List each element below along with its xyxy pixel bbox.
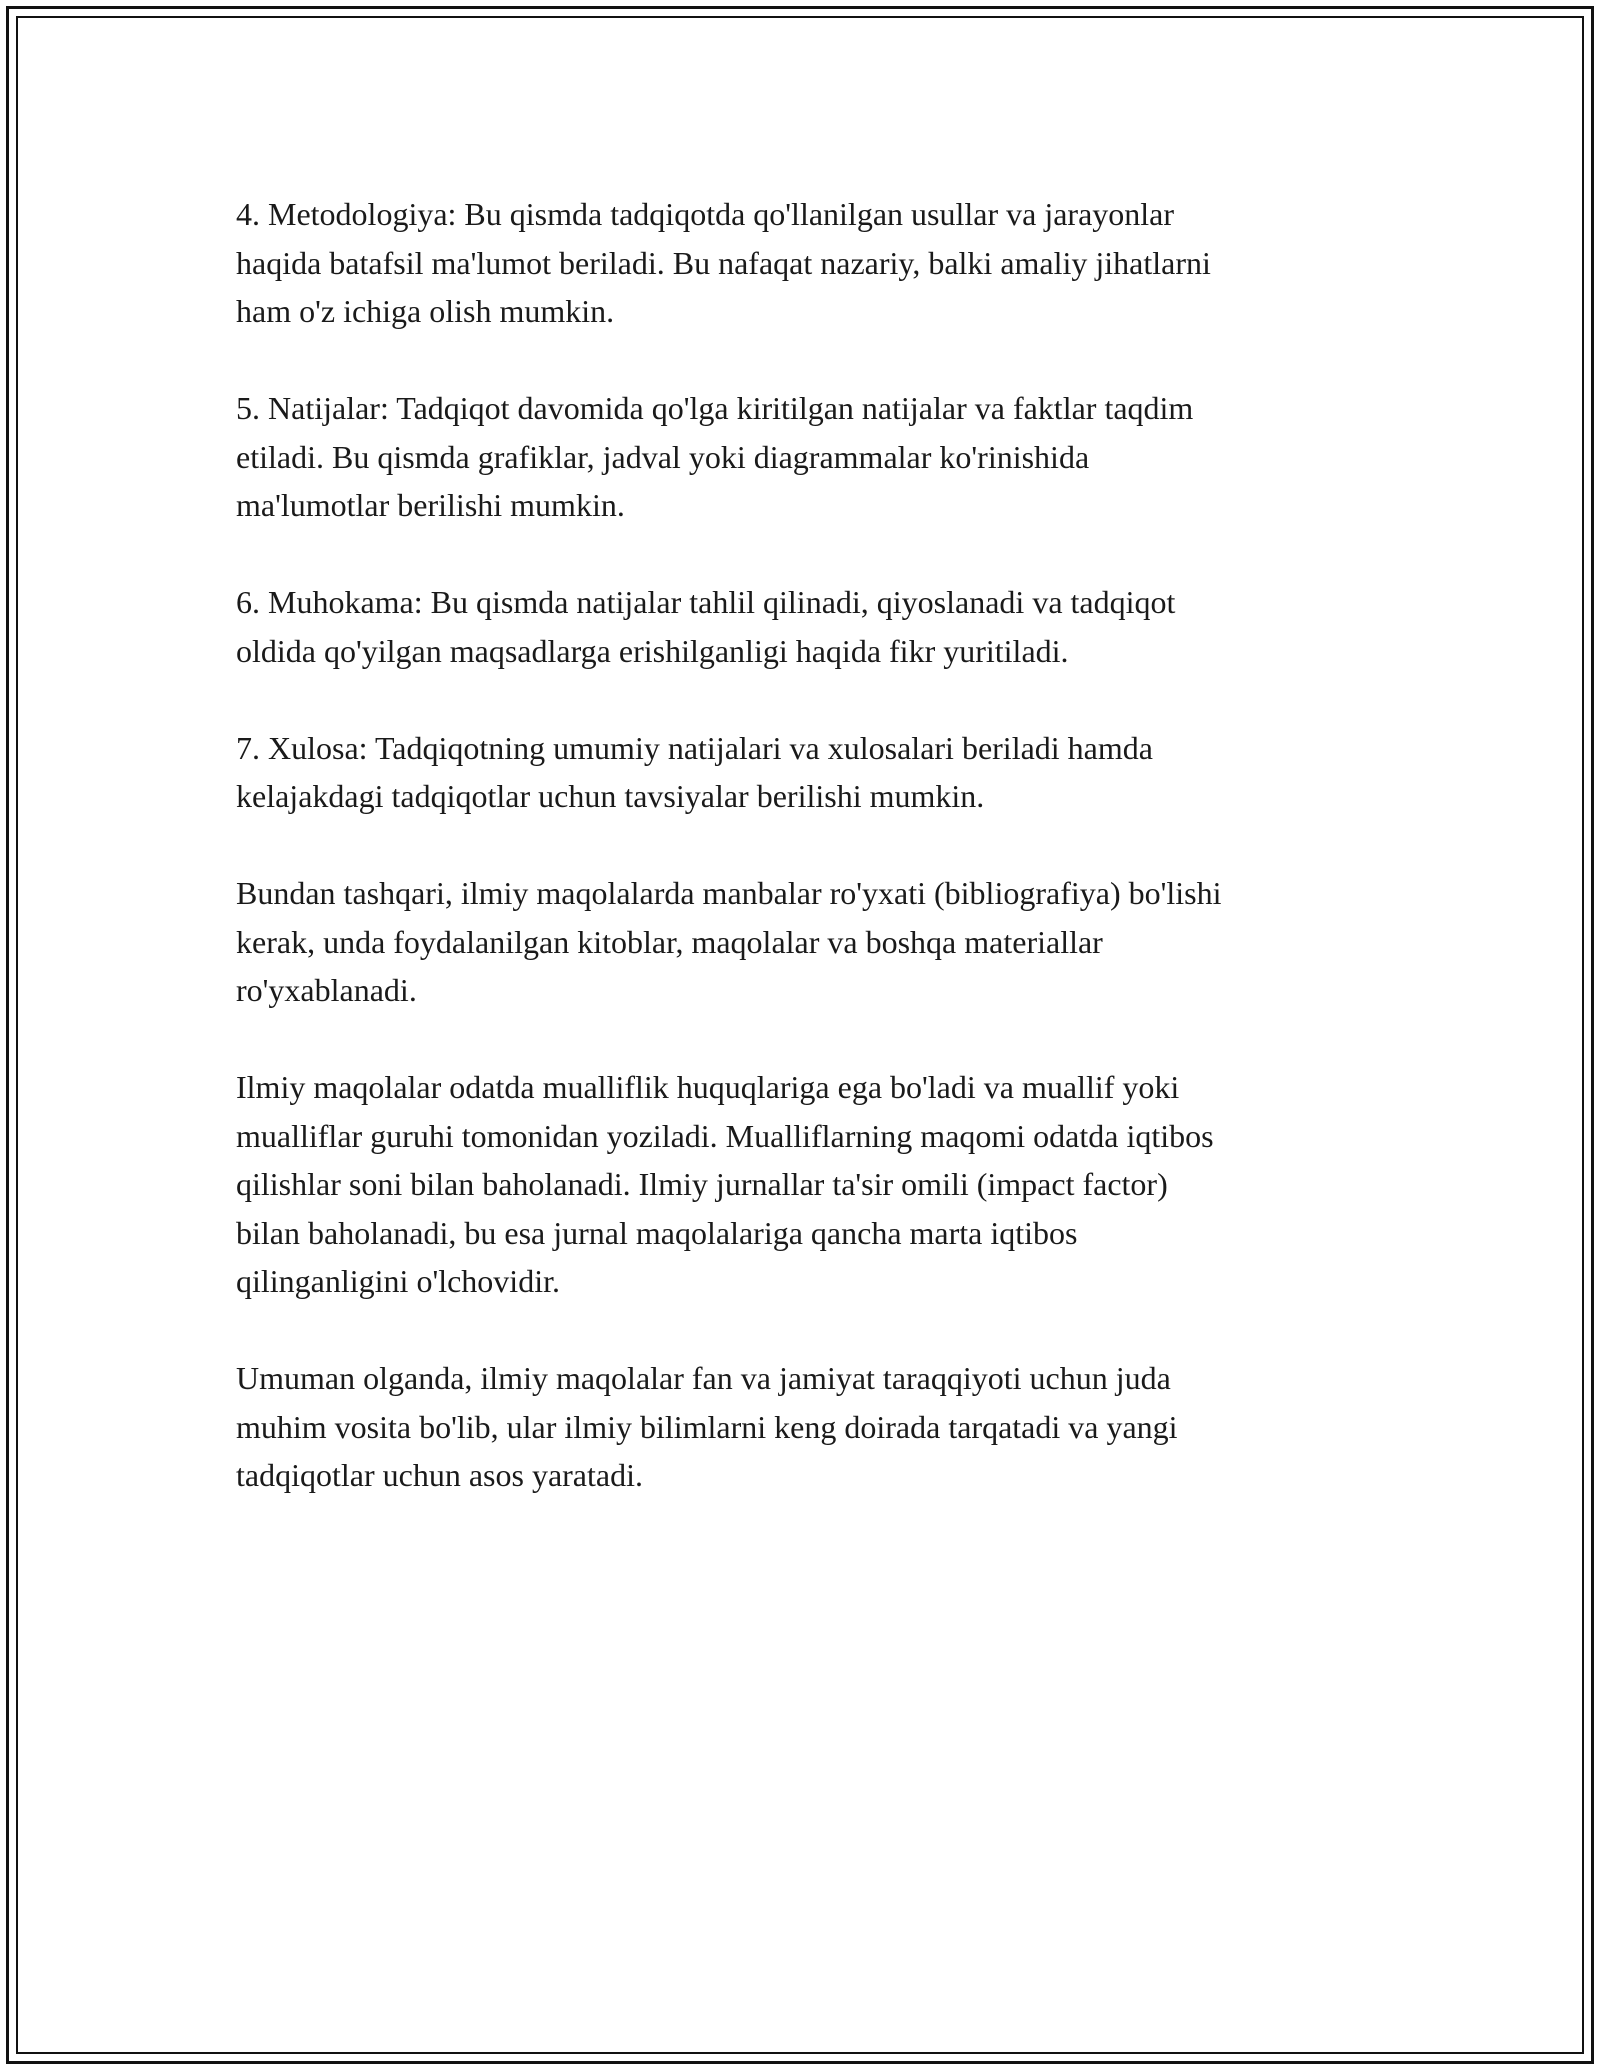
paragraph-bibliografiya: Bundan tashqari, ilmiy maqolalarda manbalar ro'yxati (bibliografiya) bo'lishi kerak, unda foydalanilgan kitoblar, maqolalar va boshqa materiallar ro'yxablanadi. — [236, 875, 1222, 1008]
paragraph-mualliflik: Ilmiy maqolalar odatda mualliflik huquqlariga ega bo'ladi va muallif yoki mualliflar guruhi tomonidan yoziladi. Mualliflarning maqomi odatda iqtibos qilishlar soni bilan baholanadi. Ilmiy jurnallar ta'sir omili (impact factor) bilan baholanadi, bu esa jurnal maqolalariga qancha marta iqtibos qilinganligini o'lchovidir. — [236, 1069, 1214, 1299]
paragraph-natijalar: 5. Natijalar: Tadqiqot davomida qo'lga kiritilgan natijalar va faktlar taqdim etiladi. Bu qismda grafiklar, jadval yoki diagrammalar ko'rinishida ma'lumotlar berilishi mumkin. — [236, 390, 1194, 523]
document-body — [236, 190, 1376, 1548]
paragraph-muhokama: 6. Muhokama: Bu qismda natijalar tahlil qilinadi, qiyoslanadi va tadqiqot oldida qo'yilgan maqsadlarga erishilganligi haqida fikr yuritiladi. — [236, 584, 1176, 669]
paragraph-metodologiya: 4. Metodologiya: Bu qismda tadqiqotda qo'llanilgan usullar va jarayonlar haqida batafsil ma'lumot beriladi. Bu nafaqat nazariy, balki amaliy jihatlarni ham o'z ichiga olish mumkin. — [236, 196, 1211, 329]
paragraph-umuman: Umuman olganda, ilmiy maqolalar fan va jamiyat taraqqiyoti uchun juda muhim vosita bo'lib, ular ilmiy bilimlarni keng doirada tarqatadi va yangi tadqiqotlar uchun asos yaratadi. — [236, 1360, 1178, 1493]
paragraph-xulosa: 7. Xulosa: Tadqiqotning umumiy natijalari va xulosalari beriladi hamda kelajakdagi tadqiqotlar uchun tavsiyalar berilishi mumkin. — [236, 729, 1153, 814]
